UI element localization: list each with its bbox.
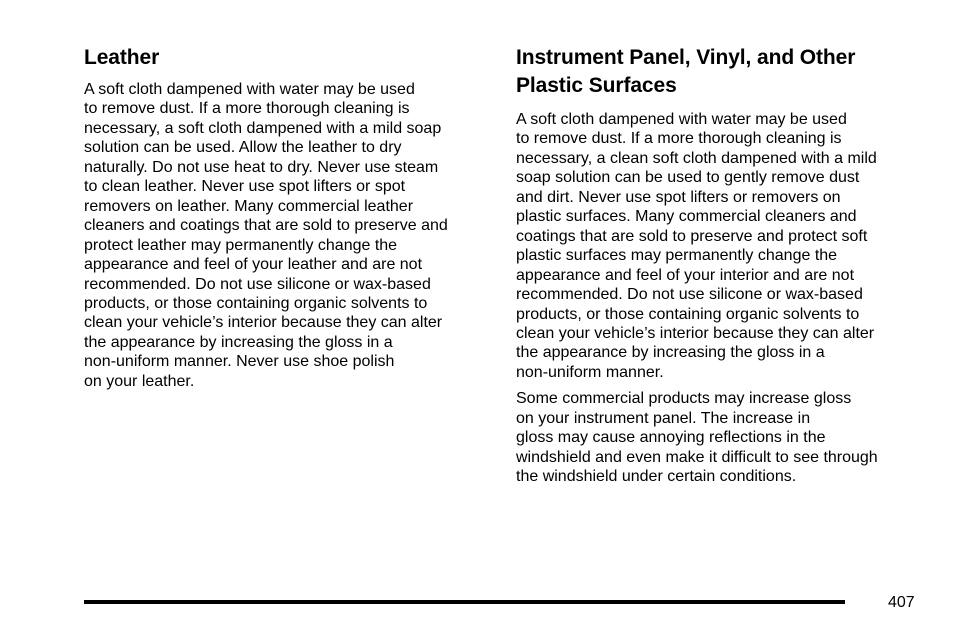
instrument-panel-paragraph-1: A soft cloth dampened with water may be used to remove dust. If a more thorough cleaning is necessary, a clean soft cloth dampened with a mild soap solution can be used to gently remove dust and dirt. Never use spot lifters or removers on plastic surfaces. Many commercial cleaners and coatings that are sold to preserve and protect soft plastic surfaces may permanently change the appearance and feel of your interior and are not recommended. Do not use silicone or wax-based products, or those containing organic solvents to clean your vehicle’s interior because they can alter the appearance by increasing the gloss in a non-uniform manner.	[516, 111, 877, 381]
instrument-panel-paragraph-2: Some commercial products may increase gloss on your instrument panel. The increase in gloss may cause annoying reflections in the windshield and even make it difficult to see through the windshield under certain conditions.	[516, 390, 878, 486]
leather-section	[84, 44, 494, 391]
instrument-panel-section	[516, 44, 931, 487]
page-number: 407	[888, 594, 915, 611]
leather-heading: Leather	[84, 46, 160, 69]
instrument-panel-heading: Instrument Panel, Vinyl, and Other Plastic Surfaces	[516, 46, 856, 97]
leather-paragraph: A soft cloth dampened with water may be used to remove dust. If a more thorough cleaning is necessary, a soft cloth dampened with a mild soap solution can be used. Allow the leather to dry naturally. Do not use heat to dry. Never use steam to clean leather. Never use spot lifters or spot removers on leather. Many commercial leather cleaners and coatings that are sold to preserve and protect leather may permanently change the appearance and feel of your leather and are not recommended. Do not use silicone or wax-based products, or those containing organic solvents to clean your vehicle’s interior because they can alter the appearance by increasing the gloss in a non-uniform manner. Never use shoe polish on your leather.	[84, 81, 448, 390]
footer-rule	[84, 600, 845, 604]
